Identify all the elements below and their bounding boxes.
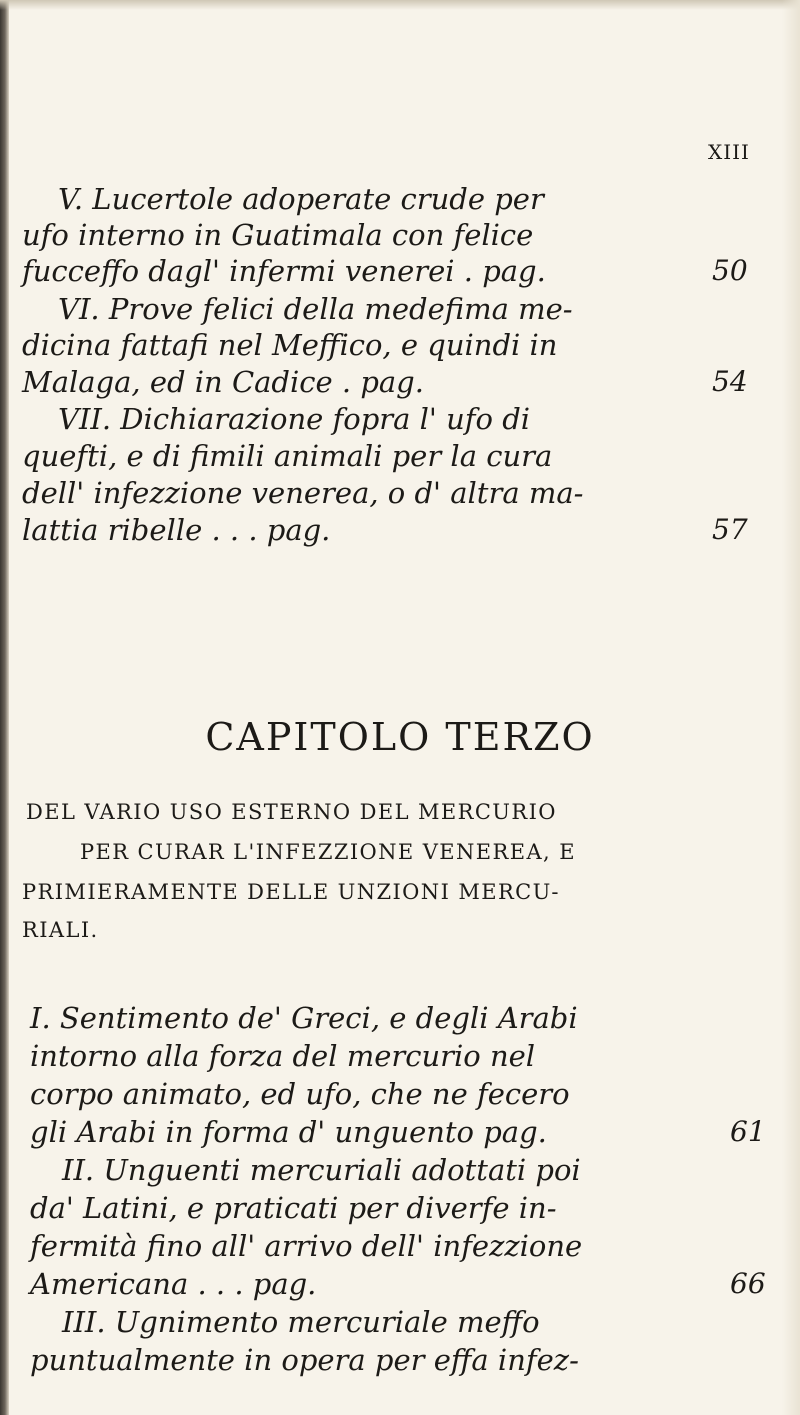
entry-page-ref: 61	[730, 1115, 766, 1148]
chapter-title: CAPITOLO TERZO	[205, 715, 595, 759]
entry-line: corpo animato, ed ufo, che ne fecero	[30, 1077, 570, 1111]
entry-line: fucceffo dagl' infermi venerei . pag.	[22, 254, 546, 288]
entry-line: lattia ribelle . . . pag.	[22, 513, 331, 547]
entry-line: puntualmente in opera per effa infez-	[30, 1343, 579, 1377]
summary-line: DEL VARIO USO ESTERNO DEL MERCURIO	[26, 800, 557, 824]
entry-line: ufo interno in Guatimala con felice	[22, 218, 534, 252]
page-number: XIII	[708, 140, 750, 164]
entry-page-ref: 66	[730, 1267, 766, 1300]
entry-line: fermità fino all' arrivo dell' infezzione	[30, 1229, 583, 1263]
entry-page-ref: 50	[712, 254, 748, 287]
entry-line: Americana . . . pag.	[30, 1267, 317, 1301]
summary-line: RIALI.	[22, 918, 99, 942]
summary-line: PER CURAR L'INFEZZIONE VENEREA, E	[80, 840, 576, 864]
entry-line: dell' infezzione venerea, o d' altra ma-	[22, 476, 584, 510]
entry-line: quefti, e di fimili animali per la cura	[22, 439, 553, 473]
entry-line: da' Latini, e praticati per diverfe in-	[30, 1191, 557, 1225]
page-binding-shadow	[0, 0, 9, 1415]
entry-line: gli Arabi in forma d' unguento pag.	[30, 1115, 547, 1149]
entry-line: III. Ugnimento mercuriale meffo	[62, 1305, 540, 1339]
entry-page-ref: 54	[712, 365, 748, 398]
entry-line: II. Unguenti mercuriali adottati poi	[62, 1153, 581, 1187]
page-top-shadow	[0, 0, 800, 10]
page-right-edge	[782, 0, 800, 1415]
entry-line: I. Sentimento de' Greci, e degli Arabi	[30, 1001, 578, 1035]
entry-line: intorno alla forza del mercurio nel	[30, 1039, 536, 1073]
entry-line: Malaga, ed in Cadice . pag.	[22, 365, 424, 399]
entry-line: V. Lucertole adoperate crude per	[58, 182, 544, 216]
entry-line: VII. Dichiarazione fopra l' ufo di	[58, 402, 531, 436]
entry-line: VI. Prove felici della medefima me-	[58, 292, 573, 326]
entry-line: dicina fattafi nel Meffico, e quindi in	[22, 328, 558, 362]
entry-page-ref: 57	[712, 513, 748, 546]
summary-line: PRIMIERAMENTE DELLE UNZIONI MERCU-	[22, 880, 560, 904]
